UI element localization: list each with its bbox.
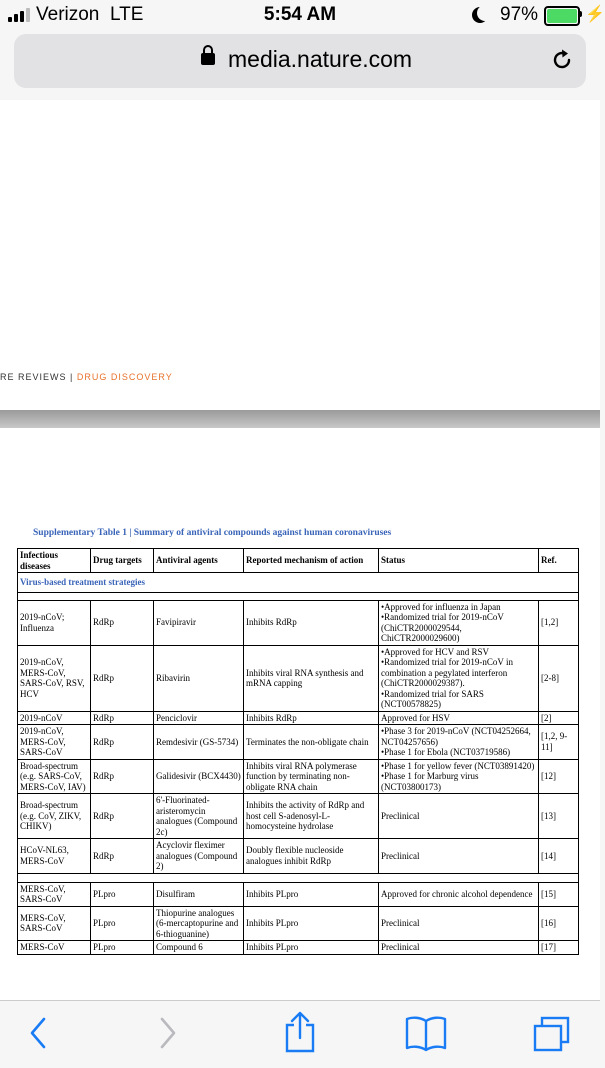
do-not-disturb-icon	[477, 5, 493, 21]
cell-disease: 2019-nCoV, MERS-CoV, SARS-CoV, RSV, HCV	[18, 645, 91, 711]
table-row	[18, 711, 579, 725]
table-title: Supplementary Table 1 | Summary of antiviral compounds against human coronaviruses	[33, 528, 392, 538]
status-item: • Phase 1 for yellow fever (NCT03891420)	[381, 761, 536, 772]
table-row	[18, 725, 579, 760]
cell-agent: Disulfiram	[154, 882, 244, 906]
table-row	[18, 600, 579, 645]
cell-ref: [12]	[539, 759, 579, 794]
status-item: • Randomized trial for 2019-nCoV (ChiCTR2000029544, ChiCTR2000029600)	[381, 612, 536, 644]
status-item: • Phase 1 for Ebola (NCT03719586)	[381, 747, 536, 758]
cell-ref: [17]	[539, 941, 579, 955]
cell-agent: Compound 6	[154, 941, 244, 955]
cell-ref: [14]	[539, 839, 579, 874]
pdf-page-top	[0, 100, 600, 410]
cell-ref: [1,2, 9-11]	[539, 725, 579, 760]
header-mechanism: Reported mechanism of action	[244, 549, 379, 573]
status-item: • Phase 1 for Marburg virus (NCT03800173)	[381, 771, 536, 792]
cell-disease: 2019-nCoV; Influenza	[18, 600, 91, 645]
header-ref: Ref.	[539, 549, 579, 573]
cell-mechanism: Inhibits PLpro	[244, 906, 379, 941]
cell-mechanism: Inhibits PLpro	[244, 941, 379, 955]
cell-status: Preclinical	[379, 839, 539, 874]
table-row	[18, 794, 579, 839]
antiviral-table	[17, 548, 579, 955]
cell-disease: 2019-nCoV, MERS-CoV, SARS-CoV	[18, 725, 91, 760]
cell-status: Preclinical	[379, 794, 539, 839]
cell-target: RdRp	[91, 725, 154, 760]
forward-icon[interactable]	[156, 1015, 180, 1051]
header-targets: Drug targets	[91, 549, 154, 573]
cell-ref: [2-8]	[539, 645, 579, 711]
cell-agent: Ribavirin	[154, 645, 244, 711]
cell-disease: HCoV-NL63, MERS-CoV	[18, 839, 91, 874]
cell-mechanism: Terminates the non-obligate chain	[244, 725, 379, 760]
cell-target: RdRp	[91, 839, 154, 874]
battery-cap	[579, 11, 582, 17]
cell-mechanism: Inhibits viral RNA polymerase function by terminating non-obligate RNA chain	[244, 759, 379, 794]
cell-mechanism: Inhibits PLpro	[244, 882, 379, 906]
share-icon[interactable]	[282, 1011, 318, 1053]
table-row	[18, 839, 579, 874]
cell-target: RdRp	[91, 759, 154, 794]
table-row	[18, 882, 579, 906]
cell-target: RdRp	[91, 600, 154, 645]
status-bar	[0, 0, 605, 30]
section-row	[18, 573, 579, 593]
cell-status	[379, 759, 539, 794]
cell-target: RdRp	[91, 645, 154, 711]
cell-mechanism: Inhibits viral RNA synthesis and mRNA capping	[244, 645, 379, 711]
header-agents: Antiviral agents	[154, 549, 244, 573]
cell-agent: Galidesivir (BCX4430)	[154, 759, 244, 794]
battery-icon	[544, 6, 580, 26]
url-text[interactable]: media.nature.com	[228, 46, 413, 72]
cell-mechanism: Inhibits the activity of RdRp and host cell S-adenosyl-L-homocysteine hydrolase	[244, 794, 379, 839]
tabs-icon[interactable]	[532, 1015, 572, 1053]
cell-disease: MERS-CoV, SARS-CoV	[18, 882, 91, 906]
reload-icon[interactable]	[550, 48, 574, 72]
cell-status: Preclinical	[379, 941, 539, 955]
page-separator	[0, 410, 600, 428]
table-row	[18, 645, 579, 711]
status-item: • Randomized trial for 2019-nCoV in combination a pegylated interferon (ChiCTR2000029387).	[381, 657, 536, 689]
table-header-row	[18, 549, 579, 573]
cell-agent: Remdesivir (GS-5734)	[154, 725, 244, 760]
cell-disease: MERS-CoV, SARS-CoV	[18, 906, 91, 941]
cell-status	[379, 645, 539, 711]
table-row	[18, 906, 579, 941]
charging-icon: ⚡	[585, 6, 605, 23]
cell-mechanism: Doubly flexible nucleoside analogues inhibit RdRp	[244, 839, 379, 874]
table-row	[18, 941, 579, 955]
bookmarks-icon[interactable]	[404, 1015, 448, 1051]
cell-ref: [1,2]	[539, 600, 579, 645]
status-item: • Approved for HCV and RSV	[381, 647, 536, 658]
back-icon[interactable]	[26, 1015, 50, 1051]
journal-name: DRUG DISCOVERY	[76, 372, 173, 382]
cell-target: RdRp	[91, 794, 154, 839]
pdf-page-table	[0, 428, 600, 1000]
cell-target: PLpro	[91, 906, 154, 941]
cell-agent: Acyclovir fleximer analogues (Compound 2)	[154, 839, 244, 874]
address-bar[interactable]	[14, 34, 586, 88]
cell-disease: 2019-nCoV	[18, 711, 91, 725]
cell-ref: [13]	[539, 794, 579, 839]
battery-percent: 97%	[500, 4, 539, 25]
cell-agent: 6'-Fluorinated-aristeromycin analogues (Compound 2c)	[154, 794, 244, 839]
cell-status	[379, 600, 539, 645]
section-title: Virus-based treatment strategies	[18, 573, 579, 593]
cell-mechanism: Inhibits RdRp	[244, 711, 379, 725]
cell-agent: Thiopurine analogues (6-mercaptopurine and 6-thioguanine)	[154, 906, 244, 941]
section-spacer	[18, 592, 579, 600]
journal-header: RE REVIEWS | DRUG DISCOVERY	[0, 372, 173, 382]
cell-disease: Broad-spectrum (e.g. CoV, ZIKV, CHIKV)	[18, 794, 91, 839]
spacer-cell	[18, 873, 579, 882]
browser-toolbar	[0, 1000, 600, 1068]
cell-disease: Broad-spectrum (e.g. SARS-CoV, MERS-CoV, IAV)	[18, 759, 91, 794]
header-status: Status	[379, 549, 539, 573]
status-item: • Approved for influenza in Japan	[381, 602, 536, 613]
carrier-label: Verizon LTE	[36, 4, 144, 25]
cell-ref: [2]	[539, 711, 579, 725]
status-item: • Phase 3 for 2019-nCoV (NCT04252664, NCT04257656)	[381, 726, 536, 747]
status-item: • Randomized trial for SARS (NCT00578825)	[381, 689, 536, 710]
cell-status: Approved for chronic alcohol dependence	[379, 882, 539, 906]
cell-target: RdRp	[91, 711, 154, 725]
cell-target: PLpro	[91, 941, 154, 955]
header-diseases: Infectious diseases	[18, 549, 91, 573]
cell-status: Preclinical	[379, 906, 539, 941]
cell-status	[379, 725, 539, 760]
lock-icon	[201, 53, 215, 65]
cell-ref: [15]	[539, 882, 579, 906]
cell-agent: Favipiravir	[154, 600, 244, 645]
cell-target: PLpro	[91, 882, 154, 906]
cell-agent: Penciclovir	[154, 711, 244, 725]
cell-disease: MERS-CoV	[18, 941, 91, 955]
cell-mechanism: Inhibits RdRp	[244, 600, 379, 645]
clock: 5:54 AM	[263, 4, 337, 25]
cell-status: Approved for HSV	[379, 711, 539, 725]
table-row	[18, 759, 579, 794]
cell-ref: [16]	[539, 906, 579, 941]
table-spacer-row	[18, 873, 579, 882]
